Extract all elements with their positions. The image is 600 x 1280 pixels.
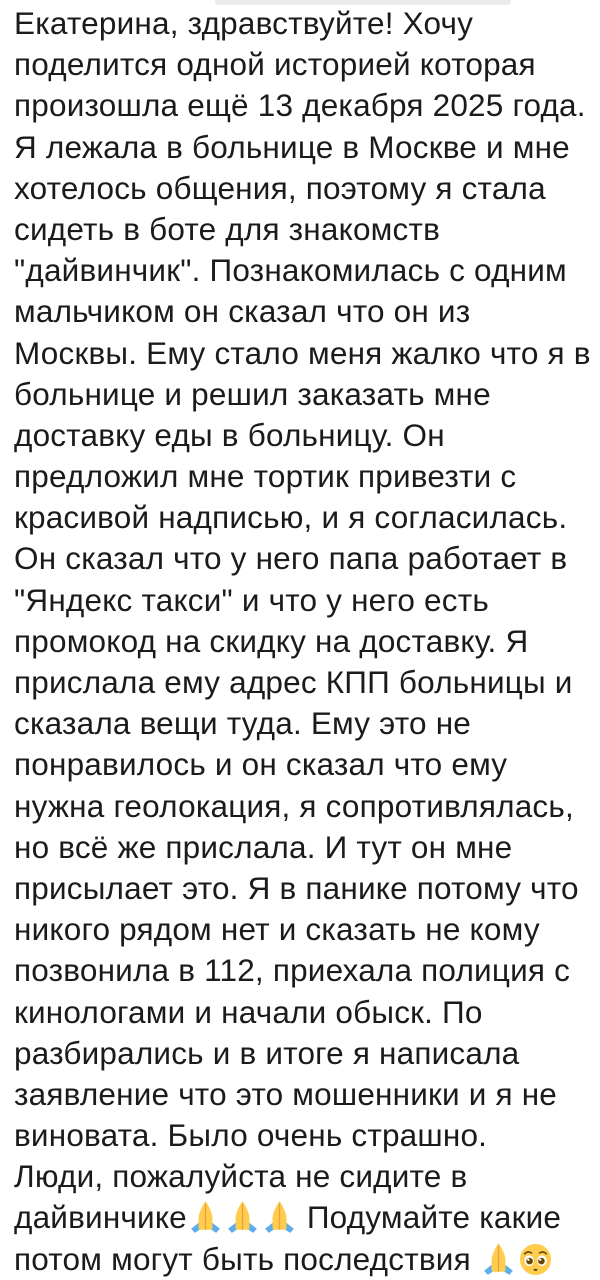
text-line: "Яндекс такси" и что у него есть: [14, 581, 489, 618]
text-line: прислала ему адрес КПП больницы и: [14, 664, 573, 700]
text-line: "дайвинчик". Познакомилась с одним: [14, 252, 567, 289]
folded-hands-emoji: [188, 1200, 223, 1235]
text-line: виновата. Было очень страшно.: [14, 1117, 488, 1154]
text-line: позвонила в 112, приехала полиция с: [14, 952, 571, 989]
text-line: предложил мне тортик привезти с: [14, 458, 517, 495]
text-line: дайвинчике Подумайте какие: [14, 1199, 562, 1236]
text-line: понравилось и он сказал что ему: [14, 746, 508, 783]
text-line: больнице и решил заказать мне: [14, 375, 491, 412]
text-line: никого рядом нет и сказать не кому: [14, 911, 540, 948]
text-line: Люди, пожалуйста не сидите в: [14, 1158, 468, 1195]
text-line: потом могут быть последствия: [14, 1239, 592, 1280]
text-line: произошла ещё 13 декабря 2025 года.: [14, 87, 586, 124]
folded-hands-emoji: [262, 1200, 297, 1235]
text-line: мальчиком он сказал что он из: [14, 293, 471, 330]
text-line: присылает это. Я в панике потому что: [14, 869, 579, 906]
text-line: заявление что это мошенники и я не: [14, 1075, 558, 1112]
post-text: [14, 3, 592, 1280]
folded-hands-emoji: [225, 1200, 260, 1235]
text-line: сказала вещи туда. Ему это не: [14, 705, 472, 742]
pleading-face-emoji: [518, 1242, 553, 1277]
text-line: Екатерина, здравствуйте! Хочу: [14, 5, 474, 41]
folded-hands-emoji: [481, 1242, 516, 1277]
text-line: сидеть в боте для знакомств: [14, 210, 441, 247]
text-line: Я лежала в больнице в Москве и мне: [14, 128, 570, 165]
text-line: но всё же прислала. И тут он мне: [14, 828, 513, 865]
text-line: кинологами и начали обыск. По: [14, 993, 483, 1030]
text-line: хотелось общения, поэтому я стала: [14, 169, 546, 206]
text-line: красивой надписью, и я согласилась.: [14, 499, 568, 536]
text-line: поделится одной историей которая: [14, 46, 536, 83]
text-line: промокод на скидку на доставку. Я: [14, 622, 529, 659]
text-line: Он сказал что у него папа работает в: [14, 540, 568, 577]
text-line: разбирались и в итоге я написала: [14, 1034, 520, 1071]
text-line: доставку еды в больницу. Он: [14, 416, 445, 453]
text-line: Москвы. Ему стало меня жалко что я в: [14, 334, 591, 371]
text-line: нужна геолокация, я сопротивлялась,: [14, 787, 574, 824]
